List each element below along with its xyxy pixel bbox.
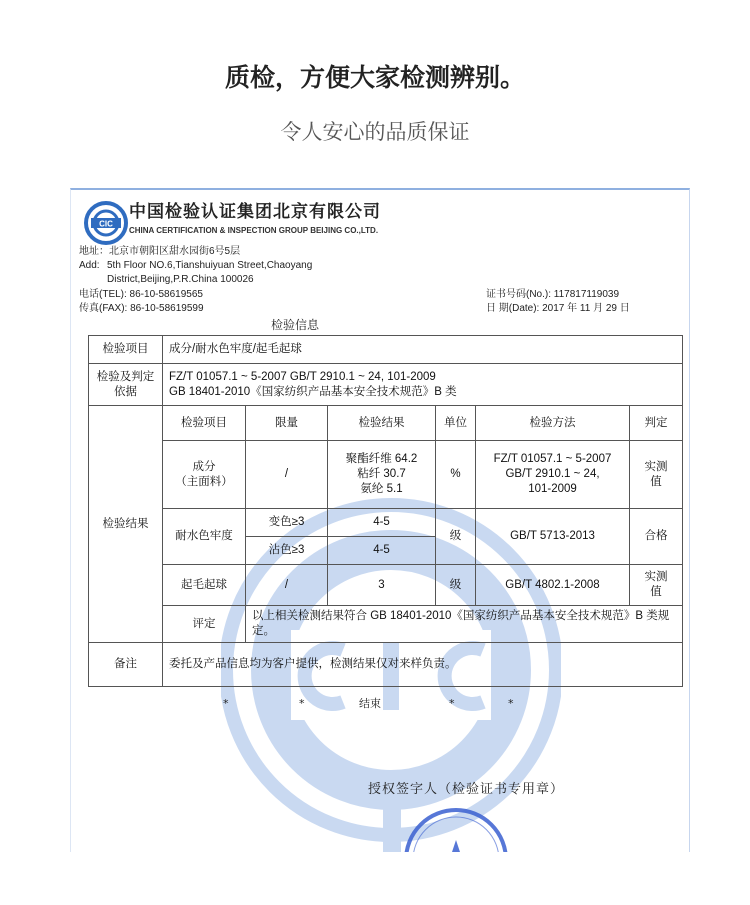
column-header: 单位 — [436, 406, 476, 441]
colorfast-unit: 级 — [436, 509, 476, 565]
composition-result — [328, 441, 436, 509]
column-header: 限量 — [246, 406, 328, 441]
address-en-label: Add: — [79, 260, 100, 271]
company-name-en: CHINA CERTIFICATION & INSPECTION GROUP BEIJING CO.,LTD. — [129, 226, 379, 235]
company-name-cn: 中国检验认证集团北京有限公司 — [129, 202, 381, 222]
fax: 传真(FAX): 86-10-58619599 — [79, 303, 204, 314]
evaluation-value: 以上相关检测结果符合 GB 18401-2010《国家纺织产品基本安全技术规范》B 类规定。 — [246, 606, 683, 643]
column-header: 检验方法 — [476, 406, 630, 441]
remark-label: 备注 — [89, 643, 163, 687]
address-en-line1: 5th Floor NO.6,Tianshuiyuan Street,Chaoyang — [107, 260, 313, 271]
colorfast-result: 4-5 — [328, 509, 436, 537]
inspection-certificate — [70, 188, 690, 852]
evaluation-label: 评定 — [163, 606, 246, 643]
pilling-judge: 实测值 — [630, 565, 683, 606]
text: 成分 — [192, 460, 216, 473]
table-row — [89, 509, 683, 537]
tel: 电话(TEL): 86-10-58619565 — [79, 289, 203, 300]
column-header: 检验结果 — [328, 406, 436, 441]
text: 聚酯纤维 64.2 — [345, 453, 418, 465]
composition-item — [163, 441, 246, 509]
column-header: 判定 — [630, 406, 683, 441]
text: 101-2009 — [528, 483, 577, 495]
table-row — [89, 565, 683, 606]
basis-label: 检验及判定依据 — [89, 364, 163, 406]
table-header-row — [89, 406, 683, 441]
svg-text:CIC: CIC — [99, 219, 113, 229]
table-row — [89, 606, 683, 643]
section-title: 检验信息 — [271, 318, 320, 332]
colorfast-judge: 合格 — [630, 509, 683, 565]
composition-limit: / — [246, 441, 328, 509]
certificate-date: 日 期(Date): 2017 年 11 月 29 日 — [486, 303, 630, 314]
authorized-signatory: 授权签字人（检验证书专用章） — [368, 782, 565, 797]
inspection-table — [88, 335, 683, 687]
star: * — [223, 697, 229, 710]
pilling-limit: / — [246, 565, 328, 606]
pilling-item: 起毛起球 — [163, 565, 246, 606]
colorfast-method: GB/T 5713-2013 — [476, 509, 630, 565]
headline: 质检，方便大家检测辨别。 — [224, 63, 525, 92]
composition-unit: % — [436, 441, 476, 509]
colorfast-limit: 沾色≥3 — [246, 537, 328, 565]
colorfast-item: 耐水色牢度 — [163, 509, 246, 565]
pilling-method: GB/T 4802.1-2008 — [476, 565, 630, 606]
certificate-number: 证书号码(No.): 117817119039 — [486, 289, 620, 300]
star: * — [508, 697, 514, 710]
remark-value: 委托及产品信息均为客户提供，检测结果仅对来样负责。 — [163, 643, 683, 687]
table-row — [89, 364, 683, 406]
pilling-result: 3 — [328, 565, 436, 606]
end-text: 结束 — [359, 697, 381, 710]
text: 氨纶 5.1 — [360, 483, 403, 495]
basis-value — [163, 364, 683, 406]
cic-logo-icon — [83, 200, 129, 246]
basis-line: GB 18401-2010《国家纺织产品基本安全技术规范》B 类 — [169, 385, 457, 398]
column-header: 检验项目 — [163, 406, 246, 441]
text: GB/T 2910.1 ~ 24, — [505, 468, 600, 480]
result-label: 检验结果 — [89, 406, 163, 643]
text: 粘纤 30.7 — [357, 468, 406, 480]
text: （主面料） — [175, 475, 233, 488]
table-row — [89, 441, 683, 509]
colorfast-result: 4-5 — [328, 537, 436, 565]
subheadline: 令人安心的品质保证 — [280, 120, 470, 144]
item-label: 检验项目 — [89, 336, 163, 364]
address-cn: 地址：北京市朝阳区甜水园街6号5层 — [79, 246, 241, 257]
address-en-line2: District,Beijing,P.R.China 100026 — [107, 274, 254, 285]
star: * — [299, 697, 305, 710]
end-marker — [71, 697, 690, 713]
basis-line: FZ/T 01057.1 ~ 5-2007 GB/T 2910.1 ~ 24, 101-2009 — [169, 370, 436, 383]
item-value: 成分/耐水色牢度/起毛起球 — [163, 336, 683, 364]
pilling-unit: 级 — [436, 565, 476, 606]
star: * — [449, 697, 455, 710]
table-row — [89, 336, 683, 364]
composition-method — [476, 441, 630, 509]
table-row — [89, 643, 683, 687]
text: FZ/T 01057.1 ~ 5-2007 — [493, 453, 612, 465]
colorfast-limit: 变色≥3 — [246, 509, 328, 537]
composition-judge: 实测值 — [630, 441, 683, 509]
official-seal-icon — [401, 802, 511, 852]
